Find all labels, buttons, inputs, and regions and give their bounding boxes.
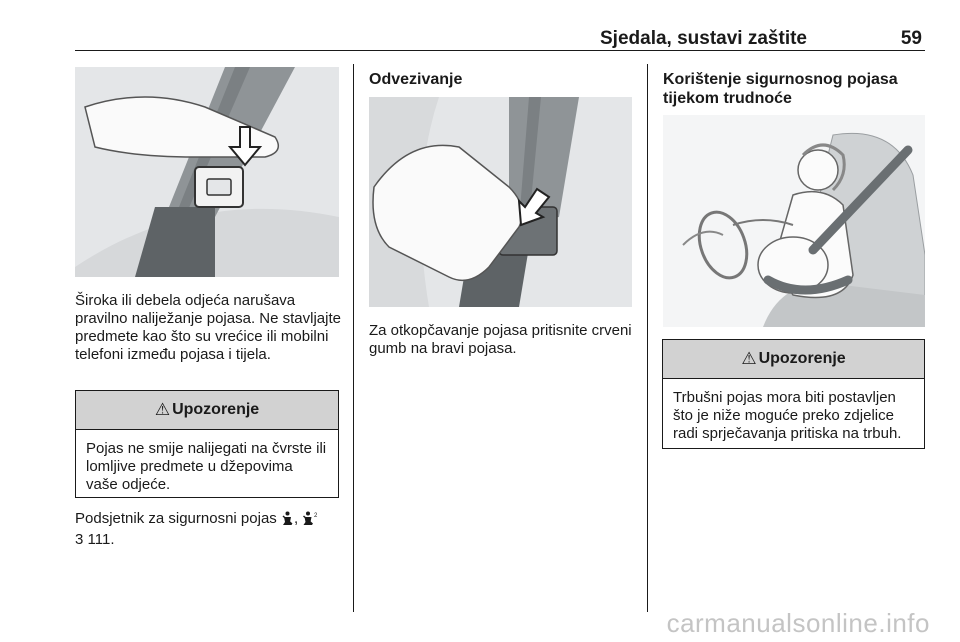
reminder-prefix: Podsjetnik za sigurnosni pojas — [75, 510, 277, 527]
cross-reference-icon: 3 — [75, 531, 84, 548]
cross-reference-page: 111. — [87, 531, 115, 548]
passenger-seatbelt-reminder-icon — [302, 511, 319, 531]
figure-buckle-release — [369, 97, 632, 307]
warning-title-1: Upozorenje — [172, 401, 260, 418]
reminder-separator: , — [293, 510, 299, 527]
warning-box-2 — [662, 339, 925, 449]
seatbelt-reminder-icon — [281, 511, 294, 531]
column-divider-2 — [647, 64, 648, 612]
figure-pregnant-driver — [663, 115, 925, 327]
section-heading-pregnancy: Korištenje sigurnosnog pojasa tijekom trudnoće — [663, 71, 898, 107]
page-number: 59 — [900, 28, 922, 49]
buckle-insertion-illustration — [75, 67, 339, 277]
warning-body-1: Pojas ne smije nalijegati na čvrste ili lomljive predmete u džepovima vaše odjeće. — [86, 440, 327, 493]
header-rule — [75, 50, 925, 51]
pregnant-driver-illustration — [663, 115, 925, 327]
warning-box-1 — [75, 390, 339, 498]
clothing-note: Široka ili debela odjeća narušava pravilno naliježanje pojasa. Ne stavljajte predmete kao što su vrećice ili mobilni telefoni između pojasa i tijela. — [75, 292, 341, 363]
buckle-release-illustration — [369, 97, 632, 307]
warning-icon: ⚠ — [741, 349, 757, 368]
warning-title-2: Upozorenje — [758, 350, 846, 367]
warning-header-1 — [76, 391, 338, 430]
belt-reminder-text — [75, 510, 345, 549]
warning-body-2: Trbušni pojas mora biti postavljen što je niže moguće preko zdjelice radi sprječavanja pritiska na trbuh. — [673, 389, 902, 442]
column-divider-1 — [353, 64, 354, 612]
warning-header-2 — [663, 340, 924, 379]
section-heading-release: Odvezivanje — [369, 71, 463, 88]
svg-text:2: 2 — [314, 513, 318, 519]
warning-icon: ⚠ — [154, 400, 171, 419]
release-instructions: Za otkopčavanje pojasa pritisnite crveni gumb na bravi pojasa. — [369, 322, 632, 357]
figure-buckle-insertion — [75, 67, 339, 277]
watermark: carmanualsonline.info — [666, 608, 930, 638]
header-title: Sjedala, sustavi zaštite — [600, 28, 807, 49]
